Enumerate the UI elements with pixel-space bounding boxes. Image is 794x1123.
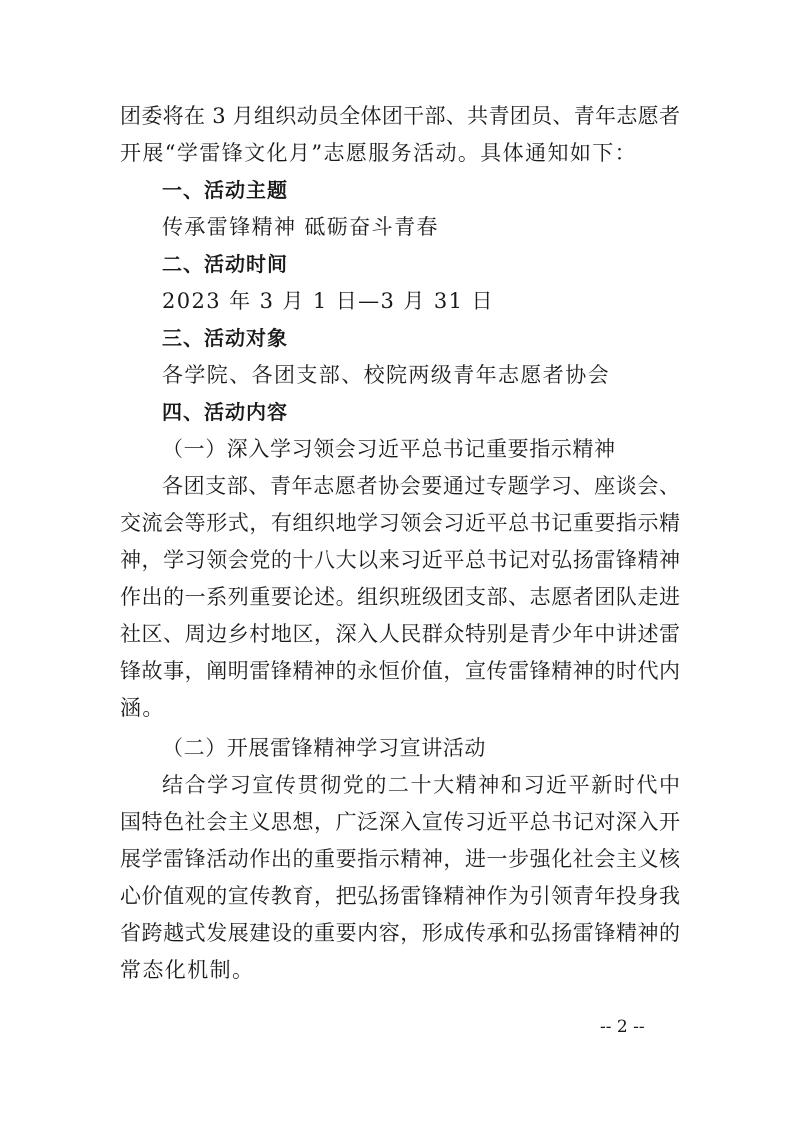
paragraph-1-line: 神，学习领会党的十八大以来习近平总书记对弘扬雷锋精神 xyxy=(120,548,680,572)
document-body xyxy=(120,98,680,989)
paragraph-2-line: 展学雷锋活动作出的重要指示精神，进一步强化社会主义核 xyxy=(120,847,680,871)
theme-text: 传承雷锋精神 砥砺奋斗青春 xyxy=(162,215,439,239)
paragraph-1-line: 各团支部、青年志愿者协会要通过专题学习、座谈会、 xyxy=(162,474,680,498)
paragraph-2-line: 省跨越式发展建设的重要内容，形成传承和弘扬雷锋精神的 xyxy=(120,921,680,945)
section-heading-time: 二、活动时间 xyxy=(162,252,288,276)
paragraph-2-line: 心价值观的宣传教育，把弘扬雷锋精神作为引领青年投身我 xyxy=(120,884,680,908)
intro-line-2: 开展“学雷锋文化月”志愿服务活动。具体通知如下： xyxy=(120,141,638,165)
paragraph-1-line: 涵。 xyxy=(120,696,165,720)
paragraph-1-line: 交流会等形式，有组织地学习领会习近平总书记重要指示精 xyxy=(120,511,680,535)
paragraph-1-line: 作出的一系列重要论述。组织班级团支部、志愿者团队走进 xyxy=(120,585,680,609)
paragraph-2-line: 结合学习宣传贯彻党的二十大精神和习近平新时代中 xyxy=(162,773,680,797)
section-heading-target: 三、活动对象 xyxy=(162,326,288,350)
intro-line-1: 团委将在 3 月组织动员全体团干部、共青团员、青年志愿者 xyxy=(120,104,680,128)
subsection-title-1: （一）深入学习领会习近平总书记重要指示精神 xyxy=(162,437,616,461)
time-text: 2023 年 3 月 1 日—3 月 31 日 xyxy=(162,289,494,313)
subsection-title-2: （二）开展雷锋精神学习宣讲活动 xyxy=(162,736,486,760)
target-text: 各学院、各团支部、校院两级青年志愿者协会 xyxy=(162,363,610,387)
paragraph-1-line: 锋故事，阐明雷锋精神的永恒价值，宣传雷锋精神的时代内 xyxy=(120,659,680,683)
page-number: -- 2 -- xyxy=(600,1017,645,1037)
section-heading-content: 四、活动内容 xyxy=(162,400,288,424)
paragraph-2-line: 国特色社会主义思想，广泛深入宣传习近平总书记对深入开 xyxy=(120,810,680,834)
paragraph-2-line: 常态化机制。 xyxy=(120,958,255,982)
section-heading-theme: 一、活动主题 xyxy=(162,178,288,202)
paragraph-1-line: 社区、周边乡村地区，深入人民群众特别是青少年中讲述雷 xyxy=(120,622,680,646)
